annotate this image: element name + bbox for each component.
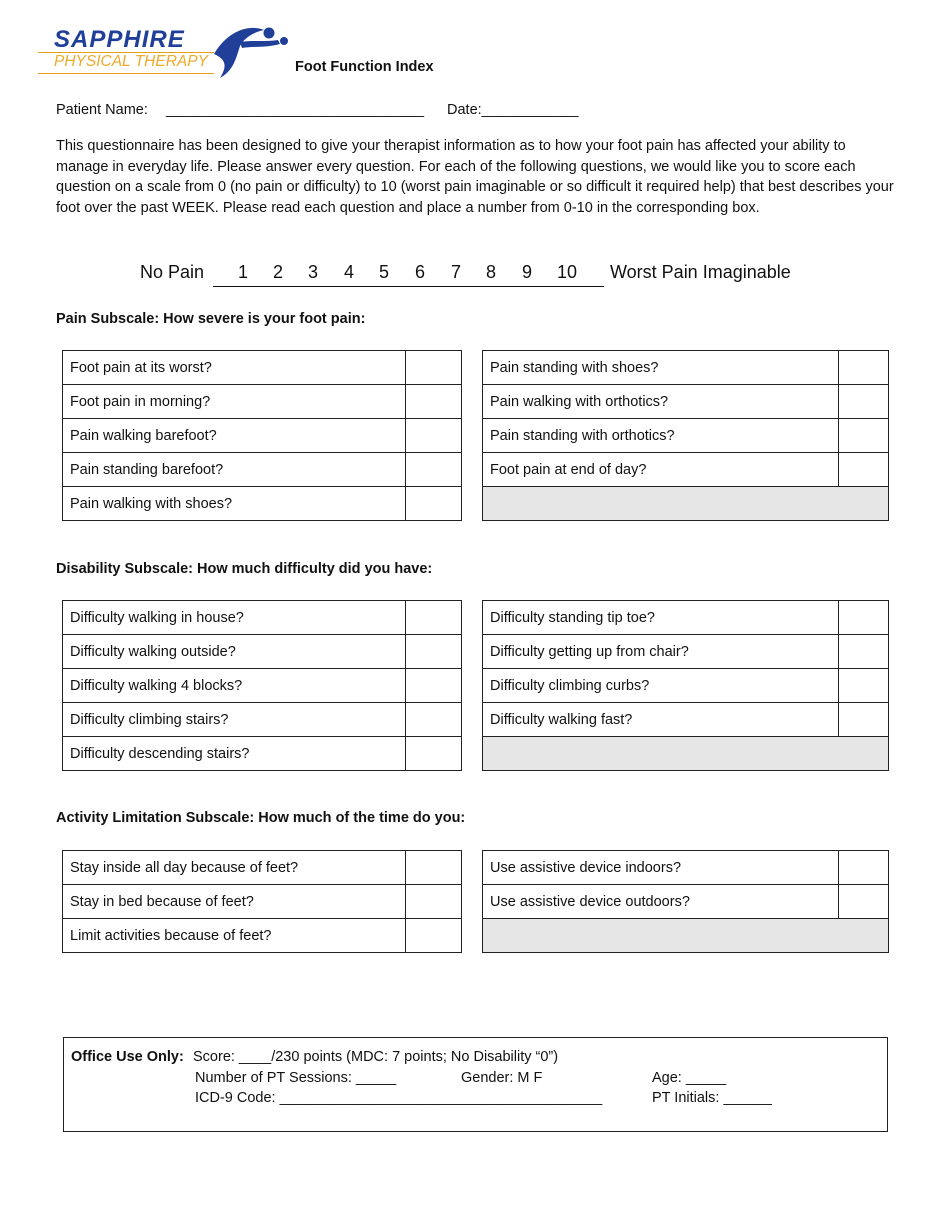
scale-number: 10: [557, 262, 578, 282]
table-row: [483, 885, 889, 919]
answer-box[interactable]: [406, 385, 462, 419]
question-label: Pain standing with orthotics?: [483, 419, 839, 453]
activity-subscale-heading: Activity Limitation Subscale: How much of the time do you:: [56, 810, 466, 826]
answer-box[interactable]: [406, 885, 462, 919]
disability-table-left: [62, 600, 462, 771]
disability-table-right: [482, 600, 889, 771]
answer-box[interactable]: [406, 351, 462, 385]
scale-number: 8: [486, 262, 497, 282]
answer-box[interactable]: [406, 919, 462, 953]
office-use-label: Office Use Only:: [71, 1049, 184, 1065]
table-row: [63, 351, 462, 385]
pain-subscale-heading: Pain Subscale: How severe is your foot pain:: [56, 311, 366, 327]
logo-sub-text: PHYSICAL THERAPY: [54, 53, 208, 70]
question-label: Pain standing barefoot?: [63, 453, 406, 487]
scale-number: 1: [238, 262, 249, 282]
scale-number: 5: [379, 262, 390, 282]
answer-box[interactable]: [839, 351, 889, 385]
table-row: [63, 703, 462, 737]
table-row: [63, 669, 462, 703]
answer-box[interactable]: [406, 419, 462, 453]
answer-box[interactable]: [839, 601, 889, 635]
table-row: [63, 919, 462, 953]
office-use-box: [63, 1037, 888, 1132]
disability-subscale-heading: Disability Subscale: How much difficulty did you have:: [56, 561, 433, 577]
question-label: Difficulty climbing stairs?: [63, 703, 406, 737]
question-label: Difficulty walking fast?: [483, 703, 839, 737]
patient-name-field[interactable]: ________________________________: [166, 102, 425, 118]
activity-table-right: [482, 850, 889, 953]
question-label: Difficulty standing tip toe?: [483, 601, 839, 635]
question-label: Difficulty walking 4 blocks?: [63, 669, 406, 703]
question-label: Difficulty walking in house?: [63, 601, 406, 635]
answer-box[interactable]: [839, 419, 889, 453]
question-label: Stay in bed because of feet?: [63, 885, 406, 919]
table-row: [63, 419, 462, 453]
question-label: Pain walking barefoot?: [63, 419, 406, 453]
table-row: [483, 453, 889, 487]
table-row: [63, 885, 462, 919]
pain-table-right: [482, 350, 889, 521]
table-row: [483, 851, 889, 885]
answer-box[interactable]: [839, 885, 889, 919]
question-label: Use assistive device indoors?: [483, 851, 839, 885]
scale-number: 7: [451, 262, 462, 282]
empty-cell: [483, 487, 889, 521]
table-row: [483, 385, 889, 419]
answer-box[interactable]: [406, 635, 462, 669]
score-field[interactable]: Score: ____/230 points (MDC: 7 points; No Disability “0”): [193, 1049, 559, 1065]
answer-box[interactable]: [839, 453, 889, 487]
patient-name-label: Patient Name:: [56, 102, 148, 118]
empty-cell: [483, 737, 889, 771]
table-row: [483, 487, 889, 521]
table-row: [63, 851, 462, 885]
table-row: [483, 601, 889, 635]
question-label: Pain walking with orthotics?: [483, 385, 839, 419]
scale-line: [213, 262, 604, 287]
answer-box[interactable]: [839, 635, 889, 669]
table-row: [63, 385, 462, 419]
pain-table-left: [62, 350, 462, 521]
answer-box[interactable]: [839, 669, 889, 703]
question-label: Limit activities because of feet?: [63, 919, 406, 953]
icd9-code-field[interactable]: ICD-9 Code: ________________________________________: [195, 1090, 603, 1106]
page-title: Foot Function Index: [295, 59, 434, 75]
table-row: [63, 487, 462, 521]
answer-box[interactable]: [406, 737, 462, 771]
answer-box[interactable]: [839, 851, 889, 885]
scale-number: 9: [522, 262, 533, 282]
question-label: Use assistive device outdoors?: [483, 885, 839, 919]
scale-number: 6: [415, 262, 426, 282]
question-label: Foot pain at end of day?: [483, 453, 839, 487]
question-label: Difficulty climbing curbs?: [483, 669, 839, 703]
empty-cell: [483, 919, 889, 953]
gender-field[interactable]: Gender: M F: [461, 1070, 543, 1086]
answer-box[interactable]: [839, 385, 889, 419]
question-label: Stay inside all day because of feet?: [63, 851, 406, 885]
table-row: [483, 669, 889, 703]
table-row: [483, 351, 889, 385]
table-row: [63, 601, 462, 635]
logo-brand-text: SAPPHIRE: [54, 26, 185, 53]
answer-box[interactable]: [406, 703, 462, 737]
table-row: [483, 635, 889, 669]
question-label: Pain standing with shoes?: [483, 351, 839, 385]
scale-right-label: Worst Pain Imaginable: [610, 262, 791, 282]
table-row: [483, 919, 889, 953]
answer-box[interactable]: [406, 669, 462, 703]
runner-icon: [210, 24, 292, 80]
instructions-text: This questionnaire has been designed to give your therapist information as to how your foot pain has affected your ability to manage in everyday life. Please answer every question. For each of the following questions, we would like you to score each question on a scale from 0 (no pain or difficulty) to 10 (worst pain imaginable or so difficult it required help) that best describes your foot over the past WEEK. Please read each question and place a number from 0-10 in the corresponding box.: [56, 138, 894, 216]
scale-left-label: No Pain: [140, 262, 205, 282]
sapphire-logo: [36, 24, 292, 80]
answer-box[interactable]: [406, 851, 462, 885]
answer-box[interactable]: [406, 601, 462, 635]
pt-sessions-field[interactable]: Number of PT Sessions: _____: [195, 1070, 397, 1086]
question-label: Foot pain in morning?: [63, 385, 406, 419]
question-label: Pain walking with shoes?: [63, 487, 406, 521]
scale-number: 3: [308, 262, 319, 282]
scale-number: 2: [273, 262, 284, 282]
table-row: [483, 737, 889, 771]
answer-box[interactable]: [406, 487, 462, 521]
answer-box[interactable]: [839, 703, 889, 737]
question-label: Difficulty descending stairs?: [63, 737, 406, 771]
answer-box[interactable]: [406, 453, 462, 487]
scale-number: 4: [344, 262, 355, 282]
age-field[interactable]: Age: _____: [652, 1070, 727, 1086]
question-label: Difficulty getting up from chair?: [483, 635, 839, 669]
pt-initials-field[interactable]: PT Initials: ______: [652, 1090, 772, 1106]
table-row: [63, 453, 462, 487]
table-row: [483, 419, 889, 453]
question-label: Foot pain at its worst?: [63, 351, 406, 385]
table-row: [63, 737, 462, 771]
question-label: Difficulty walking outside?: [63, 635, 406, 669]
date-field[interactable]: Date:____________: [447, 102, 579, 118]
table-row: [63, 635, 462, 669]
table-row: [483, 703, 889, 737]
activity-table-left: [62, 850, 462, 953]
